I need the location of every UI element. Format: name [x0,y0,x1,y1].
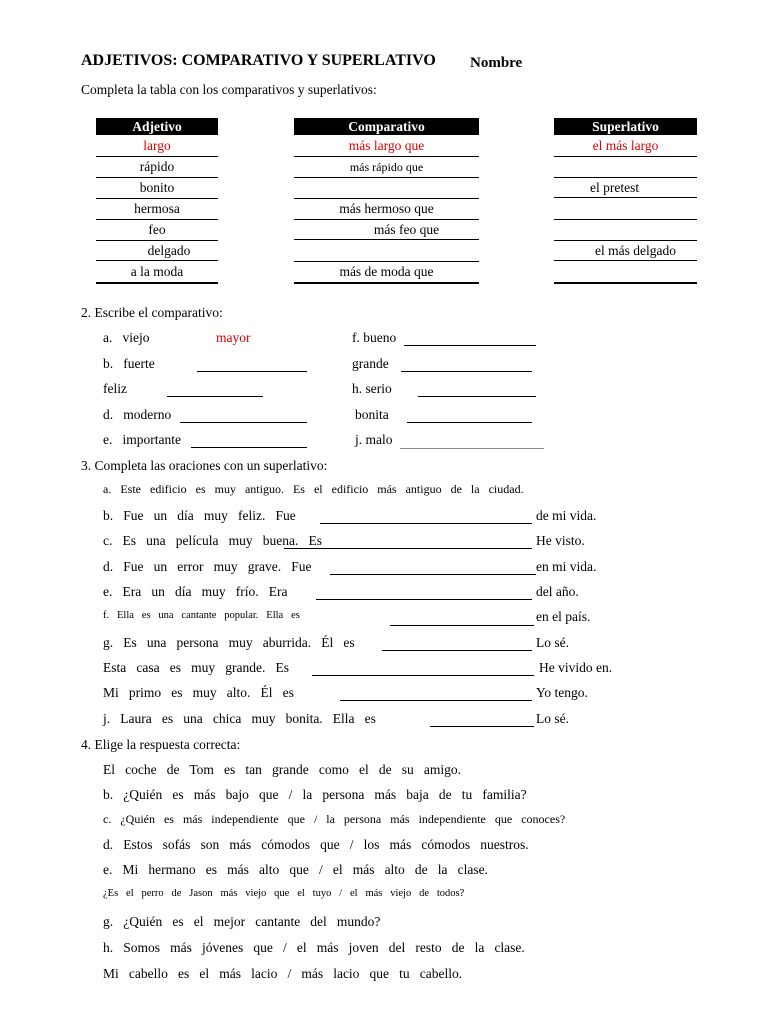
list-item [355,407,389,423]
list-item [103,381,127,397]
cell-comparativo [294,178,479,199]
answer-blank[interactable] [430,712,534,732]
cell-adjetivo: largo [96,136,218,157]
item-word: feliz [103,381,127,396]
list-item-prefix: j. Laura es una chica muy bonita. Ella es [103,711,376,726]
list-item-suffix: He vivido en. [539,660,613,675]
answer-blank[interactable] [390,611,534,631]
item-word: viejo [122,330,150,345]
list-item-prefix: c. Es una película muy buena. Es [103,533,322,548]
answer-blank[interactable] [180,408,307,428]
page-title: ADJETIVOS: COMPARATIVO Y SUPERLATIVO [81,52,436,69]
list-item: e. Mi hermano es más alto que / el más alto de la clase. [103,862,489,877]
list-item: d. Estos sofás son más cómodos que / los más cómodos nuestros. [103,837,529,852]
item-word: malo [365,432,393,447]
list-item-prefix: Esta casa es muy grande. Es [103,660,289,675]
section-4-title: 4. Elige la respuesta correcta: [81,737,241,752]
cell-comparativo: más feo que [294,220,479,240]
cell-superlativo: el más delgado [554,241,697,261]
list-item-suffix: en el país. [536,609,591,624]
cell-comparativo: más rápido que [294,157,479,178]
list-item [352,356,389,372]
answer-blank[interactable] [382,636,532,656]
list-item-prefix: e. Era un día muy frío. Era [103,584,288,599]
list-item-prefix: Mi primo es muy alto. Él es [103,685,294,700]
cell-superlativo: el más largo [554,136,697,157]
answer-blank[interactable] [407,408,532,428]
answer-blank[interactable] [418,382,536,402]
answer-blank[interactable] [316,585,532,605]
list-item [103,356,155,372]
cell-comparativo [294,241,479,262]
item-word: importante [122,432,181,447]
header-adjetivo: Adjetivo [96,118,218,135]
cell-superlativo [554,220,697,241]
list-item: g. ¿Quién es el mejor cantante del mundo? [103,914,381,929]
cell-superlativo [554,157,697,178]
item-letter: h. [352,381,363,396]
list-item: ¿Es el perro de Jason más viejo que el tuyo / el más viejo de todos? [103,888,465,899]
item-letter: j. [355,432,363,447]
list-item [355,432,393,448]
section-3-title: 3. Completa las oraciones con un superlativo: [81,458,328,473]
list-item: a. Este edificio es muy antiguo. Es el edificio más antiguo de la ciudad. [103,482,524,496]
item-letter: b. [103,356,114,371]
answer-blank[interactable] [191,433,307,453]
answer-blank[interactable] [400,434,544,454]
answer-blank[interactable] [312,661,534,681]
cell-adjetivo: hermosa [96,199,218,220]
item-word: bonita [355,407,389,422]
answer-text: mayor [216,330,251,345]
cell-adjetivo: feo [96,220,218,241]
answer-blank[interactable] [197,357,307,377]
list-item: Mi cabello es el más lacio / más lacio que tu cabello. [103,966,463,981]
instruction-text: Completa la tabla con los comparativos y superlativos: [81,82,377,97]
header-superlativo: Superlativo [554,118,697,135]
cell-comparativo: más hermoso que [294,199,479,220]
item-word: serio [365,381,392,396]
section-2-title: 2. Escribe el comparativo: [81,305,223,320]
cell-adjetivo: delgado [96,241,218,261]
list-item [352,330,396,346]
cell-adjetivo: a la moda [96,262,218,284]
list-item: b. ¿Quién es más bajo que / la persona más baja de tu familia? [103,787,527,802]
cell-superlativo: el pretest [554,178,697,198]
list-item-suffix: del año. [536,584,579,599]
list-item-suffix: Yo tengo. [536,685,588,700]
list-item-suffix: He visto. [536,533,585,548]
list-item [103,330,150,346]
list-item [103,407,171,423]
cell-adjetivo: bonito [96,178,218,199]
answer-blank[interactable] [401,357,532,377]
item-letter: e. [103,432,113,447]
cell-superlativo [554,262,697,284]
list-item-prefix: b. Fue un día muy feliz. Fue [103,508,296,523]
item-word: moderno [123,407,172,422]
cell-superlativo [554,199,697,220]
list-item-suffix: en mi vida. [536,559,597,574]
answer-blank[interactable] [330,560,536,580]
list-item: El coche de Tom es tan grande como el de su amigo. [103,762,461,777]
item-letter: f. [352,330,360,345]
answer-blank[interactable] [284,534,532,554]
answer-blank[interactable] [320,509,532,529]
list-item-prefix: f. Ella es una cantante popular. Ella es [103,610,300,621]
header-comparativo: Comparativo [294,118,479,135]
answer-blank[interactable] [404,331,536,351]
answer-blank[interactable] [167,382,263,402]
cell-comparativo: más de moda que [294,262,479,284]
list-item-suffix: de mi vida. [536,508,597,523]
cell-comparativo: más largo que [294,136,479,157]
list-item: c. ¿Quién es más independiente que / la persona más independiente que conoces? [103,812,566,826]
cell-adjetivo: rápido [96,157,218,178]
list-item [103,432,181,448]
list-item-prefix: g. Es una persona muy aburrida. Él es [103,635,355,650]
item-word: bueno [363,330,397,345]
item-word: fuerte [123,356,155,371]
item-word: grande [352,356,389,371]
list-item-suffix: Lo sé. [536,711,569,726]
item-letter: d. [103,407,114,422]
list-item: h. Somos más jóvenes que / el más joven del resto de la clase. [103,940,525,955]
list-item-suffix: Lo sé. [536,635,569,650]
name-label: Nombre [470,55,523,71]
item-letter: a. [103,330,113,345]
list-item-prefix: d. Fue un error muy grave. Fue [103,559,312,574]
answer-blank[interactable] [340,686,532,706]
list-item [352,381,392,397]
